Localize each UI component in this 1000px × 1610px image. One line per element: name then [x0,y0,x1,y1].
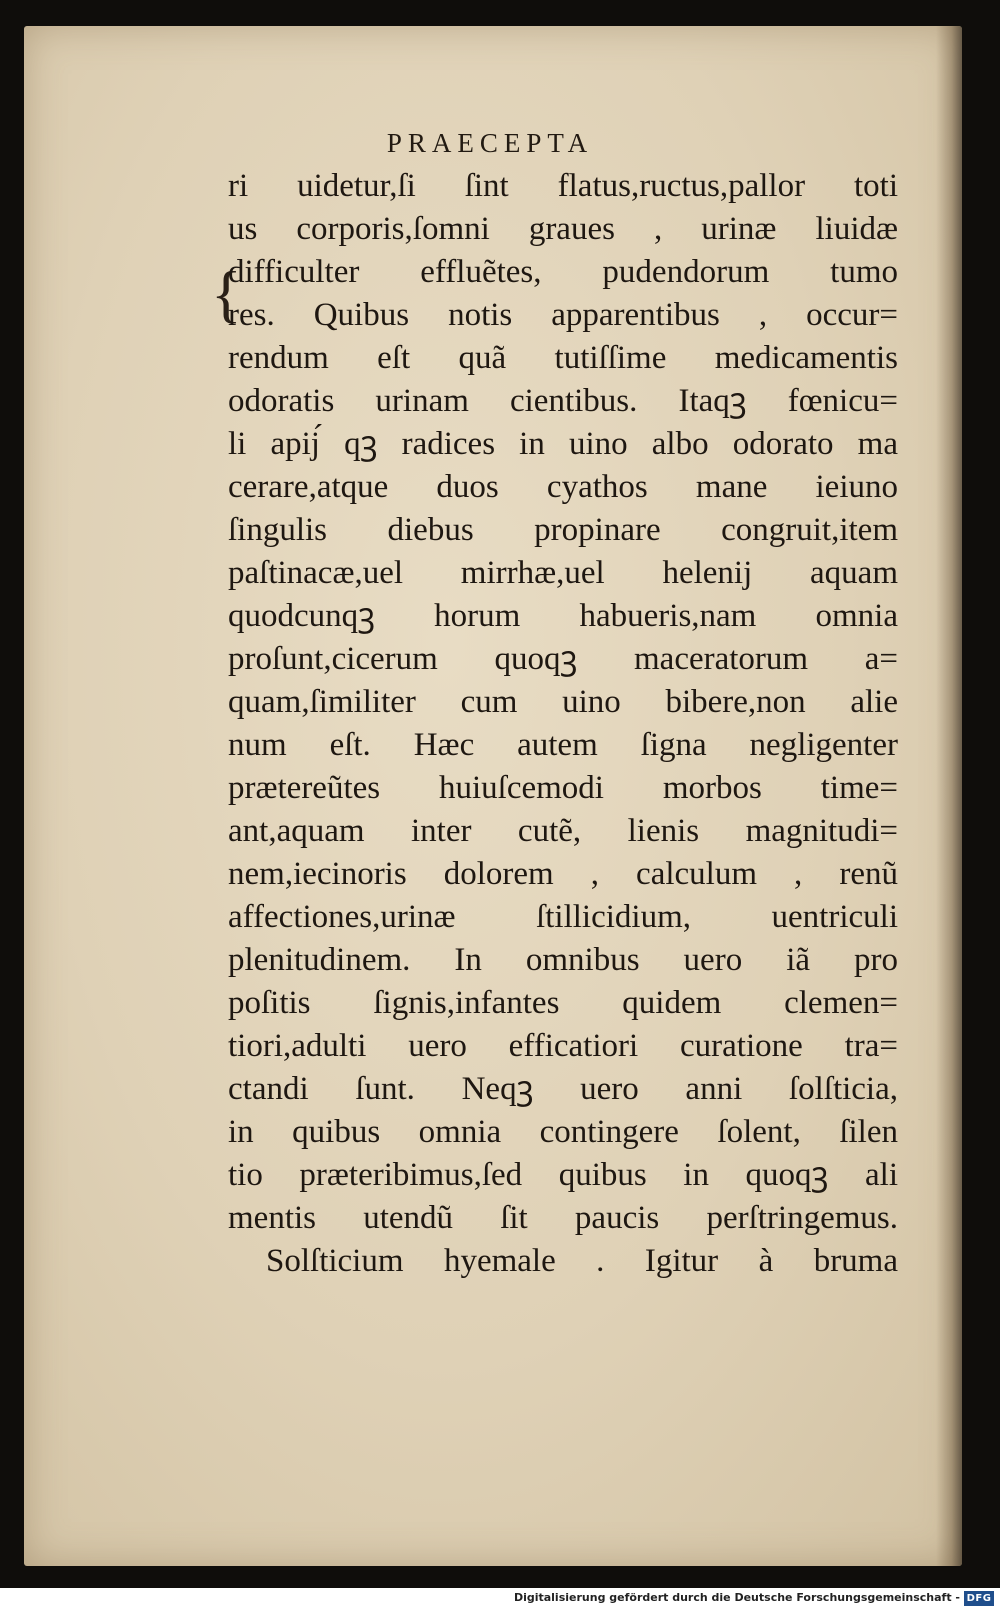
text-line: quodcunqꝫ horum habueris,nam omnia [228,598,898,634]
footer-credit: Digitalisierung gefördert durch die Deutsche Forschungsgemeinschaft - [513,1591,960,1604]
section-heading-line: Solſticium hyemale . Igitur à bruma [266,1243,898,1279]
text-line: mentis utendũ ſit paucis perſtringemus. [228,1200,898,1236]
text-line: prætereũtes huiuſcemodi morbos time= [228,770,898,806]
text-line: cerare,atque duos cyathos mane ieiuno [228,469,898,505]
body-text [228,165,898,1283]
text-line: ſingulis diebus propinare congruit,item [228,512,898,548]
text-line: quam,ſimiliter cum uino bibere,non alie [228,684,898,720]
text-line: odoratis urinam cientibus. Itaqꝫ fœnicu= [228,383,898,419]
text-line: num eſt. Hæc autem ſigna negligenter [228,727,898,763]
text-line: li apij́ qꝫ radices in uino albo odorato ma [228,426,898,462]
text-line: difficulter effluẽtes, pudendorum tumo [228,254,898,290]
text-line: us corporis,ſomni graues , urinæ liuidæ [228,211,898,247]
text-line: ant,aquam inter cutẽ, lienis magnitudi= [228,813,898,849]
text-line: plenitudinem. In omnibus uero iã pro [228,942,898,978]
digitization-footer [0,1588,1000,1610]
dfg-logo: DFG [964,1591,994,1606]
text-line: ctandi ſunt. Neqꝫ uero anni ſolſticia, [228,1071,898,1107]
page-edge-shadow [936,26,962,1566]
text-line: res. Quibus notis apparentibus , occur= [228,297,898,333]
text-line: in quibus omnia contingere ſolent, ſilen [228,1114,898,1150]
text-line: rendum eſt quã tutiſſime medicamentis [228,340,898,376]
text-line: tio præteribimus,ſed quibus in quoqꝫ ali [228,1157,898,1193]
margin-brace-mark: { [211,258,242,329]
text-line: affectiones,urinæ ſtillicidium, uentriculi [228,899,898,935]
text-line: ri uidetur,ſi ſint flatus,ructus,pallor toti [228,168,898,204]
text-line: poſitis ſignis,infantes quidem clemen= [228,985,898,1021]
text-line: nem,iecinoris dolorem , calculum , renũ [228,856,898,892]
text-line: paſtinacæ,uel mirrhæ,uel helenij aquam [228,555,898,591]
text-line: proſunt,cicerum quoqꝫ maceratorum a= [228,641,898,677]
text-line: tiori,adulti uero efficatiori curatione tra= [228,1028,898,1064]
running-head: PRAECEPTA [386,128,594,158]
